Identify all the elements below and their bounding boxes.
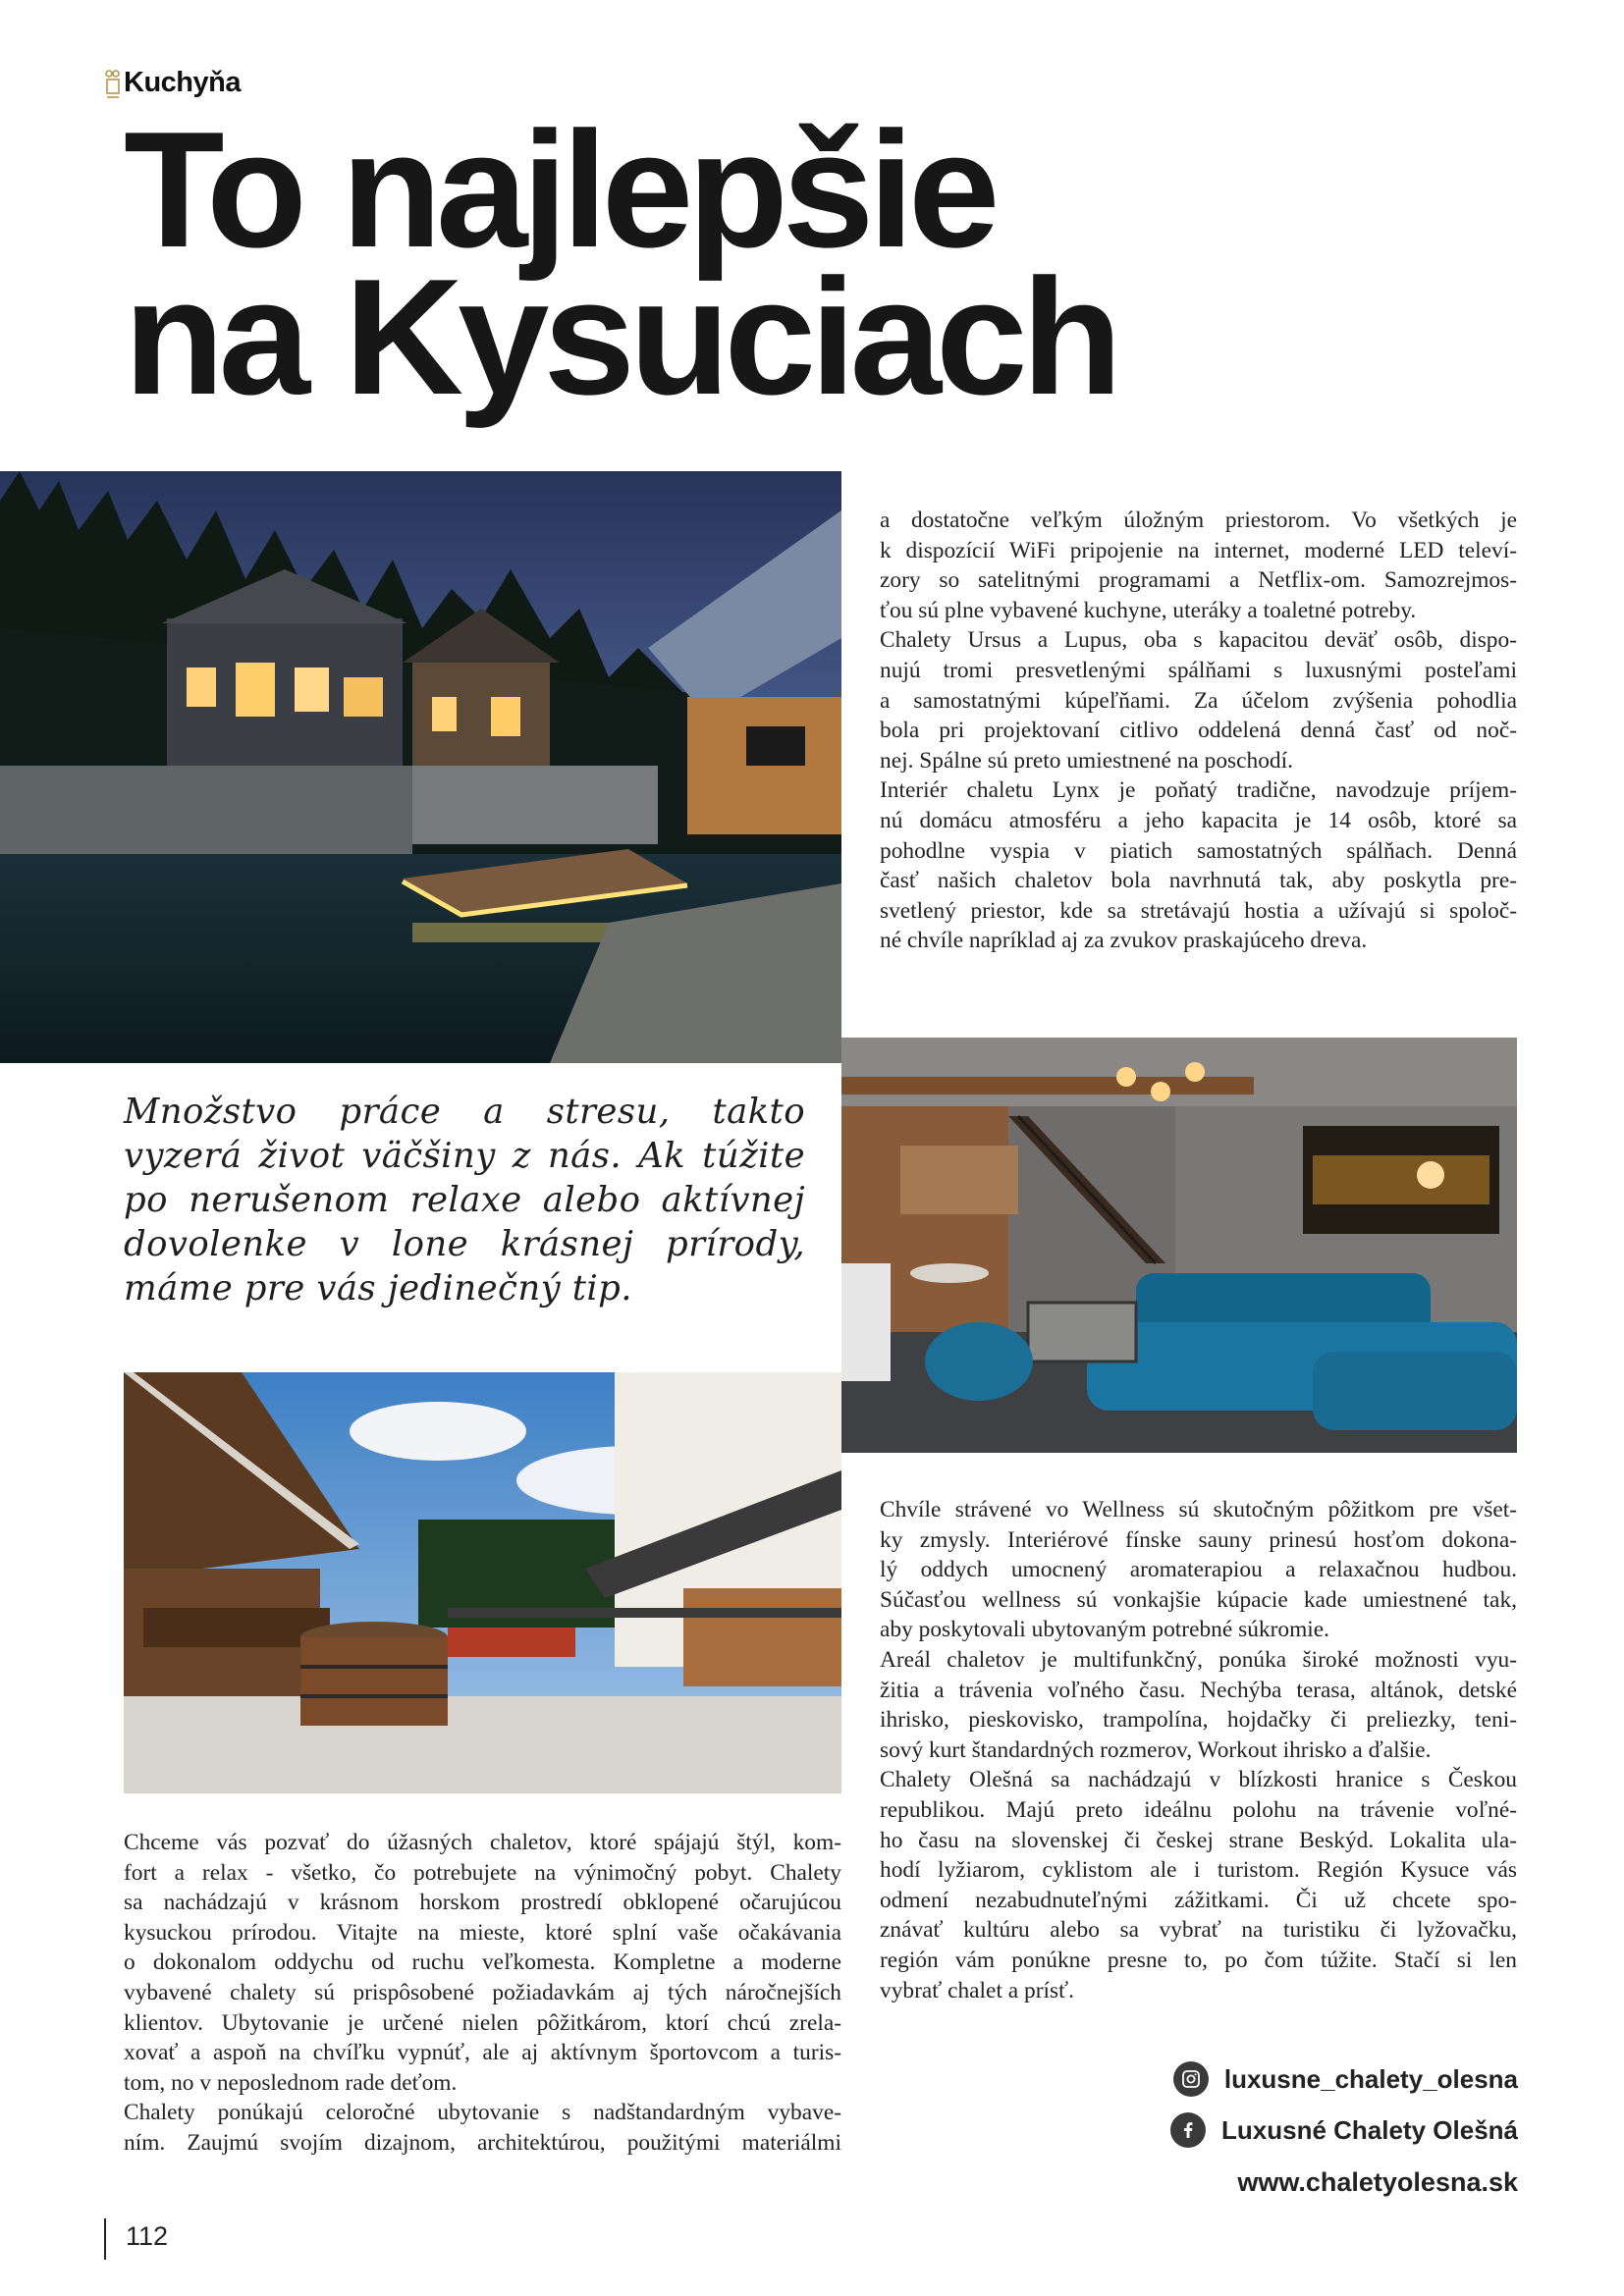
text-line: ťou sú plne vybavené kuchyne, uteráky a toaletné potreby. <box>880 597 1417 623</box>
article-headline <box>124 97 1498 429</box>
text-line: nú domácu atmosféru a jeho kapacita je 14 osôb, ktoré sa <box>880 807 1517 833</box>
text-line: a samostatnými kúpeľňami. Za účelom zvýšenia pohodlia <box>880 687 1517 714</box>
text-line: ho času na slovenskej či českej strane Beskýd. Lokalita ula- <box>880 1827 1517 1853</box>
instagram-handle: luxusne_chalety_olesna <box>1223 2063 1518 2094</box>
text-line: ihrisko, pieskovisko, trampolína, hojdačky či preliezky, teni- <box>880 1707 1517 1734</box>
instagram-icon <box>1173 2061 1209 2097</box>
photo-hot-tub-terrace <box>124 1372 841 1793</box>
facebook-contact[interactable] <box>1145 2110 1518 2150</box>
text-line: aby poskytovali ubytovaným potrebné súkromie. <box>880 1617 1329 1643</box>
text-line: kysuckou prírodou. Vitajte na mieste, ktoré splní vaše očakávania <box>124 1919 841 1946</box>
text-line: zory so satelitnými programami a Netflix-om. Samozrejmos- <box>880 567 1517 594</box>
text-line: a dostatočne veľkým úložným priestorom. Vo všetkých je <box>880 507 1517 533</box>
text-line: pohodlne vyspia v piatich samostatných spálňach. Denná <box>880 837 1517 864</box>
text-line: nej. Spálne sú preto umiestnené na poschodí. <box>880 747 1293 774</box>
text-line: Chalety Olešná sa nachádzajú v blízkosti hranice s Českou <box>880 1767 1517 1793</box>
text-line: sový kurt štandardných rozmerov, Workout ihrisko a ďalšie. <box>880 1736 1432 1763</box>
article-lead: Množstvo práce a stresu, takto vyzerá život väčšiny z nás. Ak túžite po nerušenom relaxe alebo aktívnej dovolenke v lone krásnej prírody, máme pre vás jedinečný tip. <box>124 1092 805 1308</box>
text-line: nujú tromi presvetlenými spálňami s luxusnými posteľami <box>880 657 1517 683</box>
text-line: sa nachádzajú v krásnom horskom prostredí obklopené očarujúcou <box>124 1890 841 1916</box>
text-line: Súčasťou wellness sú vonkajšie kúpacie kade umiestnené tak, <box>880 1586 1517 1613</box>
headline-line-1: To najlepšie <box>124 97 995 282</box>
section-logo <box>104 63 281 102</box>
text-line: Chalety Ursus a Lupus, oba s kapacitou deväť osôb, dispo- <box>880 627 1517 654</box>
text-line: vybavené chalety sú prispôsobené požiadavkám aj tých náročnejších <box>124 1979 841 2005</box>
text-line: klientov. Ubytovanie je určené nielen pôžitkárom, ktorí chcú zrela- <box>124 2009 841 2036</box>
article-column-right-bottom <box>880 1495 1517 2005</box>
text-line: republikou. Majú preto ideálnu polohu na trávenie voľné- <box>880 1796 1517 1823</box>
text-line: Chalety ponúkajú celoročné ubytovanie s nadštandardným vybave- <box>124 2100 841 2126</box>
headline-line-2: na Kysuciach <box>124 244 1117 429</box>
page-number-divider <box>104 2218 106 2260</box>
text-line: znávať kultúru alebo sa vybrať na turistiku či lyžovačku, <box>880 1917 1517 1944</box>
text-line: vybrať chalet a prísť. <box>880 1977 1074 2003</box>
text-line: odmení nezabudnuteľnými zážitkami. Či už chcete spo- <box>880 1887 1517 1913</box>
website-link[interactable]: www.chaletyolesna.sk <box>1237 2166 1518 2197</box>
text-line: ním. Zaujmú svojím dizajnom, architektúrou, použitými materiálmi <box>124 2129 841 2156</box>
text-line: k dispozícií WiFi pripojenie na internet, moderné LED televí- <box>880 537 1517 563</box>
text-line: región vám ponúkne presne to, po čom túžite. Stačí si len <box>880 1947 1517 1973</box>
text-line: tom, no v neposlednom rade deťom. <box>124 2069 458 2096</box>
text-line: časť našich chaletov bola navrhnutá tak, aby poskytla pre- <box>880 868 1517 894</box>
article-column-right-top <box>880 506 1517 956</box>
text-line: o dokonalom oddychu od ruchu veľkomesta. Kompletne a moderne <box>124 1949 841 1976</box>
facebook-icon <box>1170 2112 1206 2148</box>
text-line: fort a relax - všetko, čo potrebujete na výnimočný pobyt. Chalety <box>124 1859 841 1886</box>
text-line: Chvíle strávené vo Wellness sú skutočným pôžitkom pre všet- <box>880 1497 1517 1522</box>
article-column-left <box>124 1828 841 2159</box>
text-line: Interiér chaletu Lynx je poňatý tradične, navodzuje príjem- <box>880 777 1517 804</box>
facebook-page-name: Luxusné Chalety Olešná <box>1221 2114 1518 2145</box>
text-line: xovať a aspoň na chvíľku vypnúť, ale aj aktívnym športovcom a turis- <box>124 2040 841 2066</box>
text-line: žitia a trávenia voľného času. Nechýba terasa, altánok, detské <box>880 1677 1517 1703</box>
text-line: hodí lyžiarom, cyklistom ale i turistom. Región Kysuce vás <box>880 1857 1517 1884</box>
text-line: lý oddych umocnený aromaterapiou a relaxačnou hudbou. <box>880 1557 1517 1583</box>
text-line: né chvíle napríklad aj za zvukov praskajúceho dreva. <box>880 928 1368 954</box>
text-line: bola pri projektovaní citlivo oddelená denná časť od noč- <box>880 718 1517 744</box>
text-line: ky zmysly. Interiérové fínske sauny prinesú hosťom dokona- <box>880 1526 1517 1553</box>
page-number: 112 <box>126 2221 169 2251</box>
section-logo-icon <box>104 68 122 97</box>
text-line: svetlený priestor, kde sa stretávajú hostia a užívajú si spoloč- <box>880 897 1517 924</box>
instagram-contact[interactable] <box>1155 2059 1518 2099</box>
text-line: Areál chaletov je multifunkčný, ponúka široké možnosti vyu- <box>880 1646 1517 1673</box>
photo-living-room <box>841 1038 1517 1453</box>
text-line: Chceme vás pozvať do úžasných chaletov, ktoré spájajú štýl, kom- <box>124 1830 841 1855</box>
section-name: Kuchyňa <box>124 66 241 98</box>
photo-chalets-night <box>0 471 841 1063</box>
